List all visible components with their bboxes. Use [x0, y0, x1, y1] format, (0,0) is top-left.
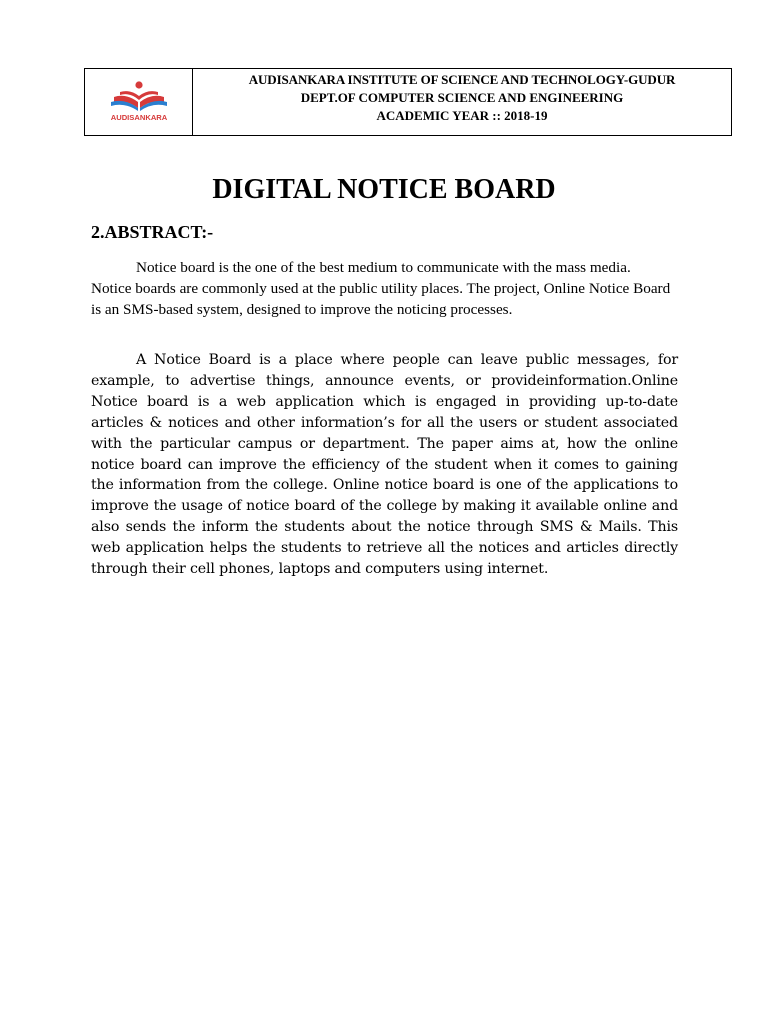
institution-info — [193, 69, 731, 135]
abstract-paragraph-2: A Notice Board is a place where people can leave public messages, for example, to advertise things, announce events, or provideinformation.Online Notice board is a web application which is engaged in providing up-to-date articles & notices and other information’s for all the users or student associated with the particular campus or department. The paper aims at, how the online notice board can improve the efficiency of the student when it comes to gaining the information from the college. Online notice board is one of the applications to improve the usage of notice board of the college by making it available online and also sends the inform the students about the notice through SMS & Mails. This web application helps the students to retrieve all the notices and articles directly through their cell phones, laptops and computers using internet. — [91, 352, 678, 578]
audisankara-logo — [104, 80, 174, 124]
abstract-paragraph-1: Notice board is the one of the best medium to communicate with the mass media. Notice boards are commonly used at the public utility places. The project, Online Notice Board is an SMS-based system, designed to improve the noticing processes. — [91, 259, 671, 318]
academic-year: ACADEMIC YEAR :: 2018-19 — [376, 108, 548, 123]
section-heading: 2.ABSTRACT:- — [91, 222, 214, 242]
logo-cell — [85, 69, 193, 135]
document-title: DIGITAL NOTICE BOARD — [212, 174, 556, 205]
department-name: DEPT.OF COMPUTER SCIENCE AND ENGINEERING — [300, 90, 624, 105]
header-table — [84, 68, 732, 136]
institute-name: AUDISANKARA INSTITUTE OF SCIENCE AND TECHNOLOGY-GUDUR — [248, 72, 676, 87]
logo-text: AUDISANKARA — [110, 113, 167, 122]
